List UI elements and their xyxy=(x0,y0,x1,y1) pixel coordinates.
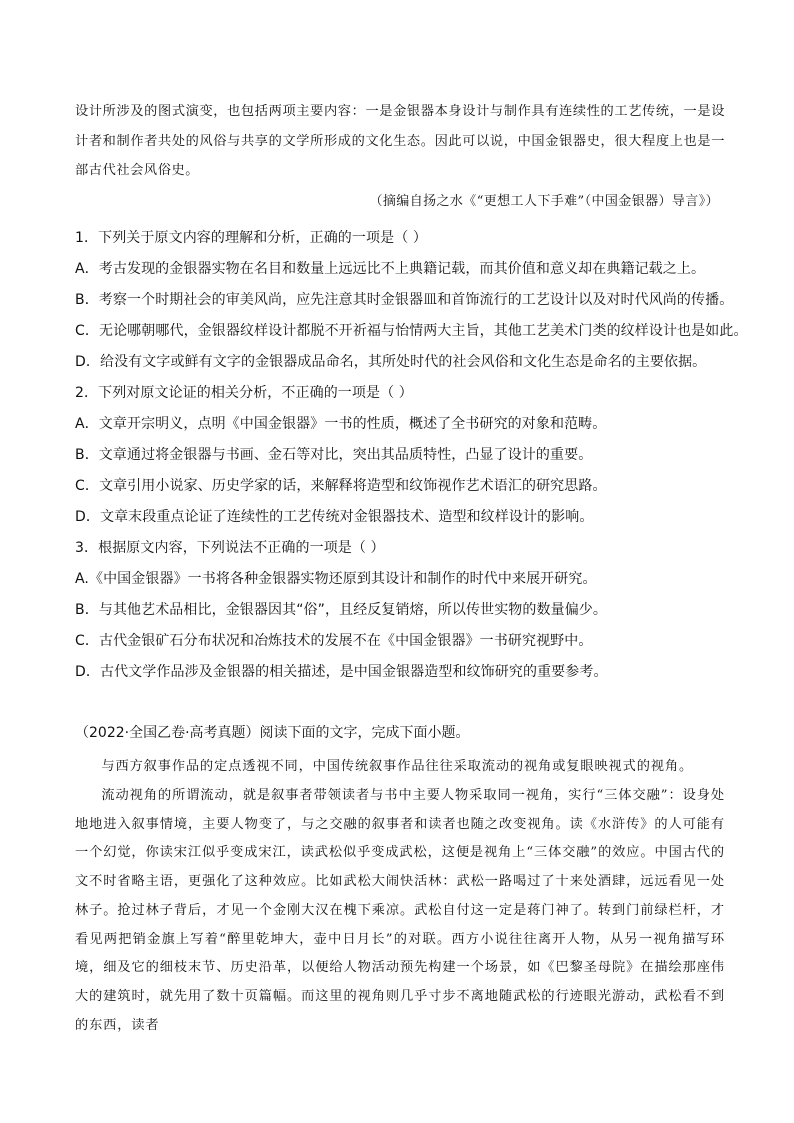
question-3-option-d: D．古代文学作品涉及金银器的相关描述，是中国金银器造型和纹饰研究的重要参考。 xyxy=(75,664,608,680)
question-3-option-b: B．与其他艺术品相比，金银器因其“俗”，且经反复销熔，所以传世实物的数量偏少。 xyxy=(75,602,608,618)
question-3-option-a: A.《中国金银器》一书将各种金银器实物还原到其设计和制作的时代中来展开研究。 xyxy=(75,571,597,587)
question-1-option-c: C．无论哪朝哪代，金银器纹样设计都脱不开祈福与怡情两大主旨，其他工艺美术门类的纹样设计也是如此。 xyxy=(75,323,748,339)
question-2-stem: 2．下列对原文论证的相关分析，不正确的一项是（ ） xyxy=(75,385,413,401)
question-2-option-d: D．文章末段重点论证了连续性的工艺传统对金银器技术、造型和纹样设计的影响。 xyxy=(75,509,594,525)
passage-closing-paragraph: 设计所涉及的图式演变，也包括两项主要内容：一是金银器本身设计与制作具有连续性的工艺传统，一是设计者和制作者共处的风俗与共享的文学所形成的文化生态。因此可以说，中国金银器史，很大程度上也是一部古代社会风俗史。 xyxy=(75,104,725,178)
question-1-option-a: A．考古发现的金银器实物在名目和数量上远远比不上典籍记载，而其价值和意义却在典籍记载之上。 xyxy=(75,261,706,277)
question-1-option-d: D．给没有文字或鲜有文字的金银器成品命名，其所处时代的社会风俗和文化生态是命名的主要依据。 xyxy=(75,354,707,370)
question-2-option-b: B．文章通过将金银器与书画、金石等对比，突出其品质特性，凸显了设计的重要。 xyxy=(75,447,593,463)
question-2-option-c: C．文章引用小说家、历史学家的话，来解释将造型和纹饰视作艺术语汇的研究思路。 xyxy=(75,478,607,494)
question-1-option-b: B．考察一个时期社会的审美风尚，应先注意其时金银器皿和首饰流行的工艺设计以及对时代风尚的传播。 xyxy=(75,292,734,308)
passage-source-citation: （摘编自扬之水《“更想工人下手难”（中国金银器）导言》） xyxy=(369,194,719,209)
reading-section-intro: （2022·全国乙卷·高考真题）阅读下面的文字，完成下面小题。 xyxy=(75,725,470,741)
question-3-option-c: C．古代金银矿石分布状况和冶炼技术的发展不在《中国金银器》一书研究视野中。 xyxy=(75,633,593,649)
question-1-stem: 1．下列关于原文内容的理解和分析，正确的一项是（ ） xyxy=(75,230,427,246)
reading-paragraph-2: 流动视角的所谓流动，就是叙事者带领读者与书中主要人物采取同一视角，实行“三体交融”：设身处地地进入叙事情境，主要人物变了，与之交融的叙事者和读者也随之改变视角。读《水浒传》的人可能有一个幻觉，你读宋江似乎变成宋江，读武松似乎变成武松，这便是视角上“三体交融”的效应。中国古代的文不时省略主语，更强化了这种效应。比如武松大闹快活林：武松一路喝过了十来处酒肆，远远看见一处林子。抢过林子背后，才见一个金刚大汉在槐下乘凉。武松自付这一定是蒋门神了。转到门前绿栏杆，才看见两把销金旗上写着“醉里乾坤大，壶中日月长”的对联。西方小说往往离开人物，从另一视角描写环境，细及它的细枝末节、历史沿革，以便给人物活动预先构建一个场景，如《巴黎圣母院》在描绘那座伟大的建筑时，就先用了数十页篇幅。而这里的视角则几乎寸步不离地随武松的行迹眼光游动，武松看不到的东西，读者 xyxy=(75,788,725,1033)
reading-paragraph-1: 与西方叙事作品的定点透视不同，中国传统叙事作品往往采取流动的视角或复眼映视式的视角。 xyxy=(101,759,694,774)
question-3-stem: 3．根据原文内容，下列说法不正确的一项是（ ） xyxy=(75,540,385,556)
question-2-option-a: A．文章开宗明义，点明《中国金银器》一书的性质，概述了全书研究的对象和范畴。 xyxy=(75,416,607,432)
